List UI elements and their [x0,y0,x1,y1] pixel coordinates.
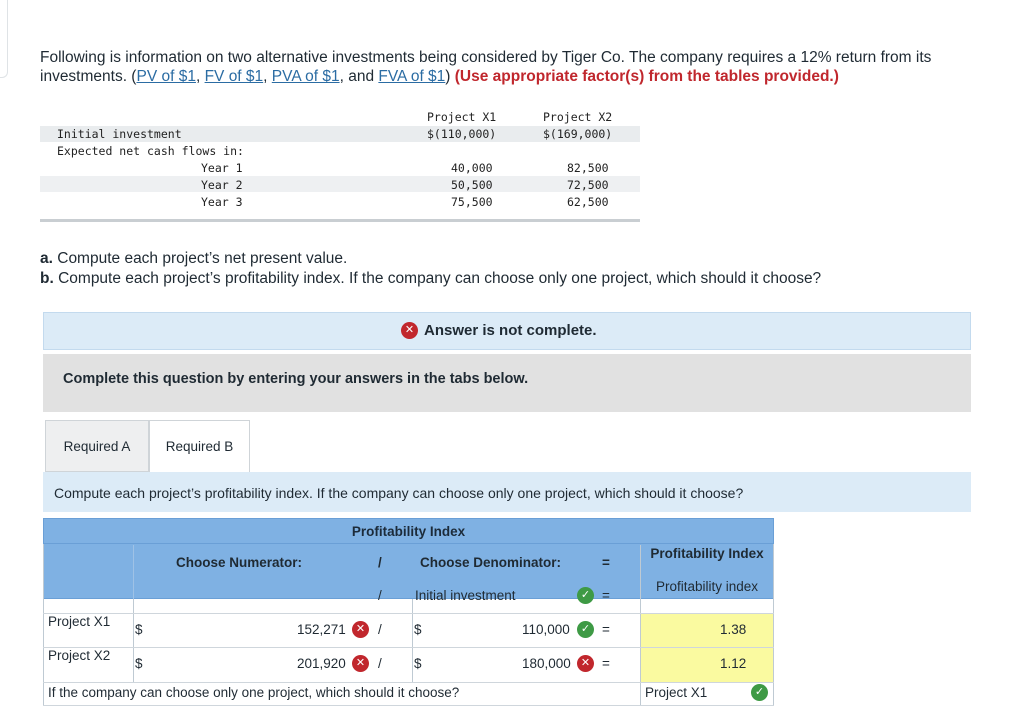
row-label-year3: Year 3 [201,195,243,209]
x1-denominator-dollar: $ [414,622,422,637]
result-label-select[interactable]: Profitability index [655,579,759,594]
x1-numerator-error-icon: ✕ [352,621,369,638]
header-slash: / [378,555,382,570]
x1-denominator-check-icon: ✓ [577,621,594,638]
choice-check-icon: ✓ [751,684,768,701]
x1-initial: $(110,000) [427,127,497,141]
complete-prompt-text: Complete this question by entering your answers in the tabs below. [63,371,529,387]
check-icon: ✓ [577,587,594,604]
question-a: a. Compute each project’s net present value. [40,250,348,267]
choice-question: If the company can choose only one project, which should it choose? [48,685,460,700]
x2-year2: 72,500 [567,178,609,192]
x2-denominator-error-icon: ✕ [577,655,594,672]
x1-slash: / [378,622,382,637]
pi-table-title: Profitability Index [43,518,774,544]
tab-instruction [43,472,971,512]
x2-equals: = [602,656,610,671]
x1-equals: = [602,622,610,637]
left-edge-frame [0,0,8,78]
answer-status-banner [43,312,971,350]
choice-answer-select[interactable]: Project X1 [645,685,708,700]
header-equals: = [602,555,610,570]
x2-year1: 82,500 [567,161,609,175]
x2-slash: / [378,656,382,671]
link-pva-of-1[interactable]: PVA of $1 [271,68,340,85]
x1-denominator-input[interactable]: 110,000 [522,622,570,637]
label-row-equals: = [602,588,610,603]
x2-initial: $(169,000) [543,127,613,141]
link-pv-of-1[interactable]: PV of $1 [136,68,196,85]
factor-hint: (Use appropriate factor(s) from the tables provided.) [454,68,839,85]
x2-numerator-error-icon: ✕ [352,655,369,672]
intro-line-1: Following is information on two alternative investments being considered by Tiger Co. The company requires a 12% return from its [40,49,932,66]
col-header-x1: Project X1 [427,110,497,124]
denominator-label-select[interactable]: Initial investment [415,588,516,603]
row-label-project-x2: Project X2 [48,648,111,663]
x2-year3: 62,500 [567,195,609,209]
x2-result-value: 1.12 [720,656,747,671]
year-2-band [40,176,640,192]
x1-result-value: 1.38 [720,622,747,637]
error-x-icon: ✕ [401,322,418,339]
tab-required-a[interactable]: Required A [45,420,149,472]
pi-result-x2-bg [641,648,773,682]
row-label-year2: Year 2 [201,178,243,192]
x2-numerator-dollar: $ [135,656,143,671]
pi-result-x1-bg [641,614,773,647]
link-fva-of-1[interactable]: FVA of $1 [378,68,446,85]
x2-numerator-input[interactable]: 201,920 [297,656,346,671]
investment-info-table [40,108,640,222]
x1-numerator-dollar: $ [135,622,143,637]
x1-year2: 50,500 [451,178,493,192]
complete-prompt-box [43,354,971,412]
denominator-header: Choose Denominator: [420,555,562,570]
tab-required-b[interactable]: Required B [149,420,250,472]
row-label-year1: Year 1 [201,161,243,175]
row-label-initial: Initial investment [57,127,182,141]
instruction-text: Compute each project’s profitability index. If the company can choose only one project, which should it choose? [54,485,744,501]
row-label-expected: Expected net cash flows in: [57,144,244,158]
answer-status-text: Answer is not complete. [424,322,597,339]
x2-denominator-dollar: $ [414,656,422,671]
numerator-header: Choose Numerator: [176,555,303,570]
question-list [40,249,821,289]
profitability-index-table [43,518,774,706]
x1-numerator-input[interactable]: 152,271 [297,622,346,637]
link-fv-of-1[interactable]: FV of $1 [204,68,264,85]
problem-intro [40,48,1024,86]
row-label-project-x1: Project X1 [48,614,111,629]
col-header-x2: Project X2 [543,110,613,124]
x1-year3: 75,500 [451,195,493,209]
label-row-slash: / [378,588,382,603]
intro-line-2: investments. (PV of $1, FV of $1, PVA of $1, and FVA of $1) (Use appropriate factor(s) from the tables provided.) [40,68,839,85]
result-header: Profitability Index [650,546,764,561]
x1-year1: 40,000 [451,161,493,175]
question-b: b. Compute each project’s profitability index. If the company can choose only one project, which should it choose? [40,270,822,287]
x2-denominator-input[interactable]: 180,000 [522,656,571,671]
